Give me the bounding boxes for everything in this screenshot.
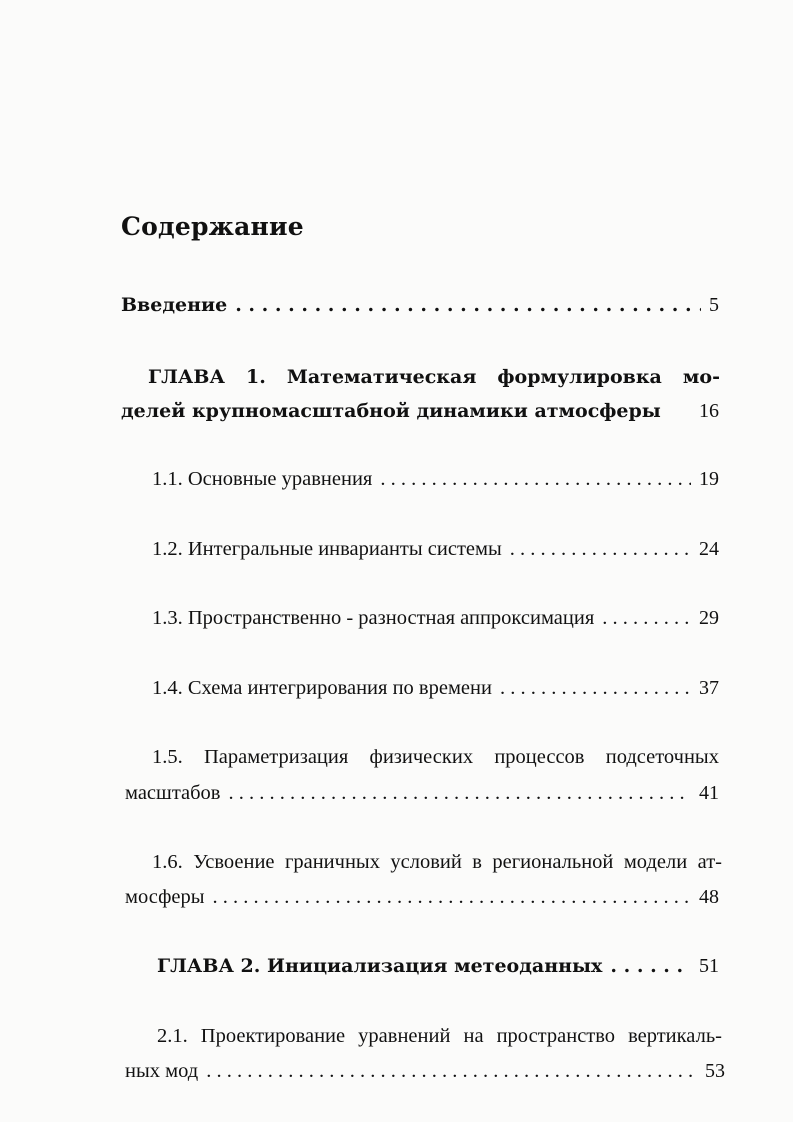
toc-entry-1-6-line2[interactable] bbox=[125, 886, 719, 909]
dot-leader bbox=[510, 538, 691, 561]
toc-page-number: 48 bbox=[699, 886, 719, 908]
toc-chapter1-line1[interactable] bbox=[148, 366, 720, 388]
word: физических bbox=[369, 746, 474, 768]
toc-page-number: 5 bbox=[709, 294, 719, 316]
toc-chapter2[interactable] bbox=[157, 955, 719, 978]
toc-entry-label: ГЛАВА 2. Инициализация метеоданных bbox=[157, 955, 603, 977]
dot-leader bbox=[235, 294, 701, 316]
word: Параметризация bbox=[203, 746, 349, 768]
toc-entry-1-6-line1[interactable]: 1.6. Усвоение граничных условий в региональной модели ат- bbox=[152, 851, 722, 873]
toc-page-number: 51 bbox=[699, 955, 719, 977]
toc-entry-label: 1.2. Интегральные инварианты системы bbox=[152, 538, 502, 560]
toc-page-number: 37 bbox=[699, 677, 719, 699]
word: ГЛАВА bbox=[148, 366, 225, 388]
toc-entry-label: делей крупномасштабной динамики атмосферы bbox=[121, 400, 661, 422]
word: формулировка bbox=[497, 366, 662, 388]
dot-leader bbox=[602, 607, 691, 630]
toc-page-number: 19 bbox=[699, 468, 719, 490]
word: процессов bbox=[494, 746, 585, 768]
dot-leader bbox=[610, 955, 691, 977]
dot-leader bbox=[206, 1060, 697, 1083]
word: мо- bbox=[682, 366, 720, 388]
word: 1.5. bbox=[152, 746, 183, 768]
toc-entry-1-2[interactable] bbox=[152, 538, 719, 561]
toc-page-number: 29 bbox=[699, 607, 719, 629]
toc-entry-2-1-line1[interactable]: 2.1. Проектирование уравнений на пространство вертикаль- bbox=[157, 1025, 722, 1047]
toc-page-number: 41 bbox=[699, 782, 719, 804]
toc-entry-label: 1.4. Схема интегрирования по времени bbox=[152, 677, 492, 699]
toc-page-number: 16 bbox=[699, 400, 719, 422]
toc-entry-1-1[interactable] bbox=[152, 468, 719, 491]
toc-entry-1-5-line1[interactable] bbox=[152, 746, 719, 769]
dot-leader bbox=[380, 468, 691, 491]
toc-entry-1-4[interactable] bbox=[152, 677, 719, 700]
toc-chapter1-line2[interactable] bbox=[121, 400, 719, 423]
toc-entry-label: мосферы bbox=[125, 886, 205, 908]
toc-entry-label: 1.1. Основные уравнения bbox=[152, 468, 373, 490]
toc-entry-label: 1.3. Пространственно - разностная аппроксимация bbox=[152, 607, 595, 629]
toc-entry-2-1-line2[interactable] bbox=[125, 1060, 725, 1083]
word: подсеточных bbox=[605, 746, 719, 768]
toc-page-number: 53 bbox=[705, 1060, 725, 1082]
toc-entry-label: Введение bbox=[121, 294, 228, 316]
dot-leader bbox=[500, 677, 691, 700]
word: 1. bbox=[245, 366, 266, 388]
word: Математическая bbox=[286, 366, 477, 388]
toc-entry-label: масштабов bbox=[125, 782, 221, 804]
toc-entry-intro[interactable] bbox=[121, 294, 719, 317]
toc-entry-1-5-line2[interactable] bbox=[125, 782, 719, 805]
toc-heading: Содержание bbox=[121, 212, 304, 241]
toc-entry-label: ных мод bbox=[125, 1060, 199, 1082]
toc-entry-1-3[interactable] bbox=[152, 607, 719, 630]
dot-leader bbox=[213, 886, 692, 909]
dot-leader bbox=[228, 782, 691, 805]
toc-page-number: 24 bbox=[699, 538, 719, 560]
